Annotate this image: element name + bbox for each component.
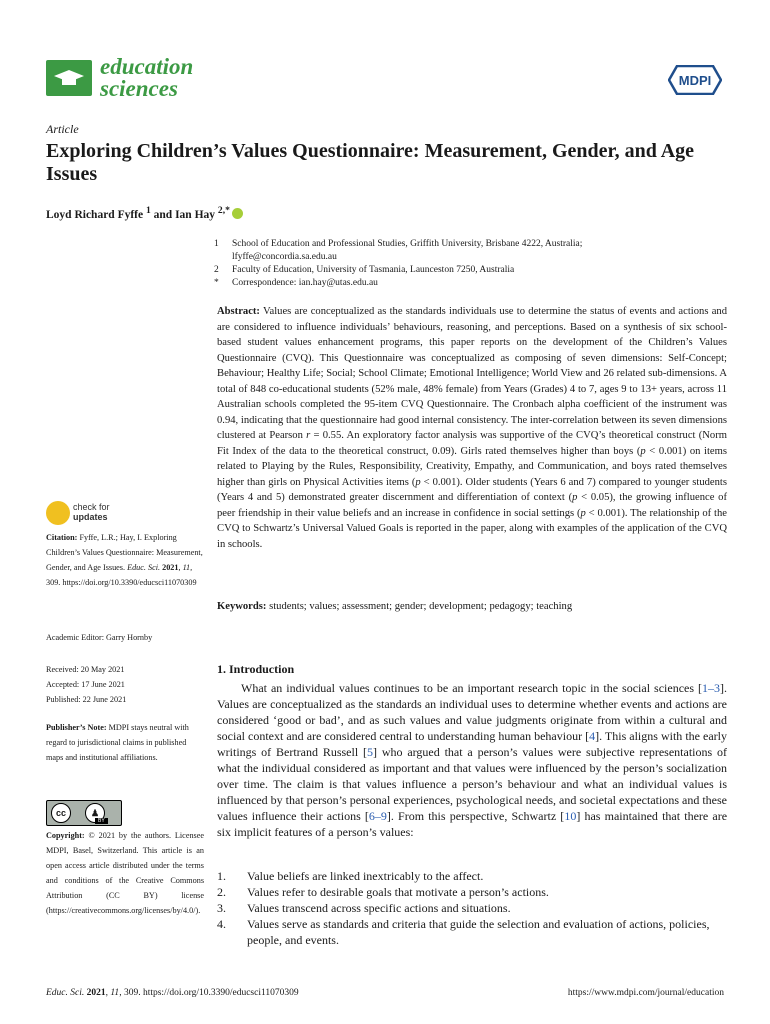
- footer-year: 2021: [86, 988, 106, 998]
- footer-journal: Educ. Sci.: [46, 988, 85, 998]
- list-item-text: Values serve as standards and criteria that guide the selection and evaluation of actions, policies, people, and events.: [247, 917, 710, 947]
- affiliation-text: School of Education and Professional Studies, Griffith University, Brisbane 4222, Australia;: [232, 239, 583, 249]
- citation-label: Citation:: [46, 533, 78, 542]
- attribution-person-icon: ♟: [85, 803, 105, 823]
- abstract-text: = 0.55. An exploratory factor analysis was supportive of the CVQ’s theoretical construct (Norm Fit Index of the data to the theoretical construct, 0.09). Girls rated themselves higher than boys (: [217, 430, 727, 457]
- affiliation-row: [214, 277, 734, 290]
- accepted-date: Accepted: 17 June 2021: [46, 680, 125, 689]
- published-date: Published: 22 June 2021: [46, 695, 127, 704]
- list-item-text: Values refer to desirable goals that motivate a person’s actions.: [247, 885, 549, 899]
- check-for-updates-icon[interactable]: [46, 501, 70, 525]
- citation-year: 2021: [160, 563, 179, 572]
- publisher-note-text: MDPI stays neutral with regard to jurisdictional claims in published maps and institutional affiliations.: [46, 723, 189, 762]
- list-item: [217, 900, 727, 916]
- cc-icon: cc: [51, 803, 71, 823]
- article-title: Exploring Children’s Values Questionnaire: Measurement, Gender, and Age Issues: [46, 140, 695, 185]
- affiliation-row: [214, 238, 734, 264]
- author-line: [46, 205, 243, 221]
- received-date: Received: 20 May 2021: [46, 665, 125, 674]
- intro-text: ]. From this perspective, Schwartz [: [386, 809, 565, 823]
- abstract-text: < 0.001). The relationship of the CVQ to Schwartz’s Universal Valued Goals is reported in the paper, along with examples of the application of the CVQ in schools.: [217, 507, 727, 550]
- academic-editor: Academic Editor: Garry Hornby: [46, 633, 153, 642]
- citation-volume: , 11,: [178, 563, 193, 572]
- copyright: [46, 828, 204, 918]
- check-for-updates[interactable]: [73, 502, 110, 522]
- citation-doi[interactable]: 309. https://doi.org/10.3390/educsci11070309: [46, 578, 197, 587]
- citation: [46, 530, 204, 590]
- cc-by-label: BY: [95, 818, 108, 824]
- intro-paragraph: [217, 680, 727, 840]
- author-name[interactable]: Ian Hay: [175, 208, 216, 221]
- author-name[interactable]: Loyd Richard Fyffe: [46, 208, 144, 221]
- reference-link[interactable]: 5: [366, 745, 373, 759]
- intro-text: What an individual values continues to be an important research topic in the social sciences [: [241, 681, 702, 695]
- abstract-math: p: [572, 492, 578, 503]
- abstract: [217, 304, 727, 552]
- citation-text: Fyffe, L.R.; Hay, I. Exploring Children’s Values Questionnaire: Measurement, Gender, and Age Issues.: [46, 533, 203, 572]
- affiliation-number: 1: [214, 239, 219, 249]
- list-item-number: 2.: [217, 885, 226, 899]
- reference-link[interactable]: 4: [589, 729, 596, 743]
- intro-text: ]. This aligns with the early writings of Bertrand Russell [: [217, 729, 727, 759]
- copyright-text: © 2021 by the authors. Licensee MDPI, Basel, Switzerland. This article is an open access article distributed under the terms and conditions of the Creative Commons Attribution (CC BY) license (https://creativecommons.org/licenses/by/4.0/).: [46, 831, 204, 915]
- list-item-number: 4.: [217, 917, 226, 931]
- journal-name: [100, 56, 193, 100]
- abstract-math: r: [306, 430, 311, 441]
- author-conjunction: and: [153, 208, 173, 221]
- intro-text: ]. Values are conceptualized as the standards an individual uses to determine whether events and actions are considered ‘good or bad’, and as such values and value judgments originate from within a cultural and social context and are considered central to understanding human behaviour [: [217, 681, 727, 743]
- abstract-math: p: [415, 476, 421, 488]
- citation-journal: Educ. Sci.: [127, 563, 161, 572]
- reference-link[interactable]: 6–9: [368, 809, 387, 823]
- section-heading: 1. Introduction: [217, 662, 295, 676]
- intro-text: ] who argued that a person’s values were subjective representations of what the individual considered as important and that values were influenced by the person’s socialization over time. The claim is that values influence a person’s behaviour and what an individual values is influenced by that person’s personal experiences, psychological needs, and societal expectations and these values influence their actions [: [217, 745, 727, 823]
- journal-logo: [46, 60, 92, 96]
- mdpi-logo-text: MDPI: [678, 73, 712, 88]
- publication-dates: [46, 662, 204, 707]
- copyright-label: Copyright:: [46, 831, 85, 840]
- list-item-number: 1.: [217, 869, 226, 883]
- article-type: Article: [46, 122, 79, 136]
- footer-journal-url[interactable]: https://www.mdpi.com/journal/education: [567, 988, 724, 998]
- publisher-note-label: Publisher’s Note:: [46, 723, 107, 732]
- footer-doi[interactable]: , 309. https://doi.org/10.3390/educsci11070309: [119, 988, 299, 998]
- cc-by-license-badge[interactable]: [46, 800, 122, 826]
- affiliation-text: Faculty of Education, University of Tasmania, Launceston 7250, Australia: [232, 265, 515, 275]
- journal-name-line1: education: [100, 54, 194, 79]
- values-features-list: [217, 868, 727, 948]
- affiliations: [214, 238, 734, 290]
- abstract-text: Values are conceptualized as the standards individuals use to determine the status of events and actions and are considered to influence individuals’ behaviours, reasoning, and perceptions. Based on a synthesis of six school-based student values enhancement programs, this paper reports on the development of the Children’s Values Questionnaire (CVQ). This Questionnaire was conceptualized as composing of seven dimensions: Self-Concept; Behaviour; Healthy Life; Social; School Climate; Emotional Intelligence; World View and 26 related sub-dimensions. A total of 848 co-educational students (52% male, 48% female) from Years (Grades) 4 to 7, ages 9 to 13+ years, across 11 Australian schools completed the 95-item CVQ Questionnaire. The Cronbach alpha coefficient of the instrument was 0.94, indicating that the questionnaire had good internal consistency. The inter-correlation between its seven dimensions clustered at Pearson: [217, 306, 727, 441]
- abstract-text: < 0.001) on items related to Playing by the Rules, Responsibility, Creativity, Empathy, and Communication, and boys rated themselves higher than girls on Physical Activities items (: [217, 445, 727, 488]
- mdpi-logo: [668, 65, 722, 95]
- check-for-updates-line2: updates: [73, 512, 108, 522]
- correspondence-text: Correspondence: ian.hay@utas.edu.au: [232, 278, 378, 288]
- list-item-number: 3.: [217, 901, 226, 915]
- affiliation-email[interactable]: lfyffe@concordia.sa.edu.au: [232, 252, 337, 262]
- footer-citation: Educ. Sci. 2021, 11, 309. https://doi.org/10.3390/educsci11070309: [46, 988, 299, 998]
- keywords-label: Keywords:: [217, 601, 267, 612]
- affiliation-row: [214, 264, 734, 277]
- orcid-icon[interactable]: [232, 208, 243, 219]
- intro-text: ] has maintained that there are six implicit features of a person’s values:: [217, 809, 728, 839]
- abstract-text: < 0.05), the growing influence of peer friendship in their value beliefs and an increase in confidence in social settings (: [217, 492, 727, 519]
- reference-link[interactable]: 1–3: [702, 681, 720, 695]
- graduation-cap-icon: [54, 70, 84, 86]
- list-item-text: Values transcend across specific actions and situations.: [247, 901, 511, 915]
- publisher-note: [46, 720, 204, 765]
- list-item: [217, 868, 727, 884]
- list-item: [217, 916, 727, 948]
- author-affiliation-sup: 2,*: [217, 205, 230, 216]
- abstract-label: Abstract:: [217, 306, 260, 317]
- affiliation-number: *: [214, 278, 219, 288]
- affiliation-number: 2: [214, 265, 219, 275]
- abstract-math: p: [580, 507, 586, 519]
- keywords-text: students; values; assessment; gender; development; pedagogy; teaching: [266, 601, 573, 612]
- list-item: [217, 884, 727, 900]
- keywords: [217, 601, 727, 612]
- journal-name-line2: sciences: [100, 76, 178, 101]
- footer-volume: 11: [110, 988, 120, 998]
- check-for-updates-line1: check for: [73, 502, 110, 512]
- author-affiliation-sup: 1: [145, 205, 151, 216]
- abstract-text: < 0.001). Older students (Years 6 and 7) compared to younger students (Years 4 and 5) demonstrated greater discernment and differentiation of context (: [217, 476, 727, 503]
- list-item-text: Value beliefs are linked inextricably to the affect.: [247, 869, 484, 883]
- abstract-math: p: [640, 445, 646, 457]
- reference-link[interactable]: 10: [564, 809, 577, 823]
